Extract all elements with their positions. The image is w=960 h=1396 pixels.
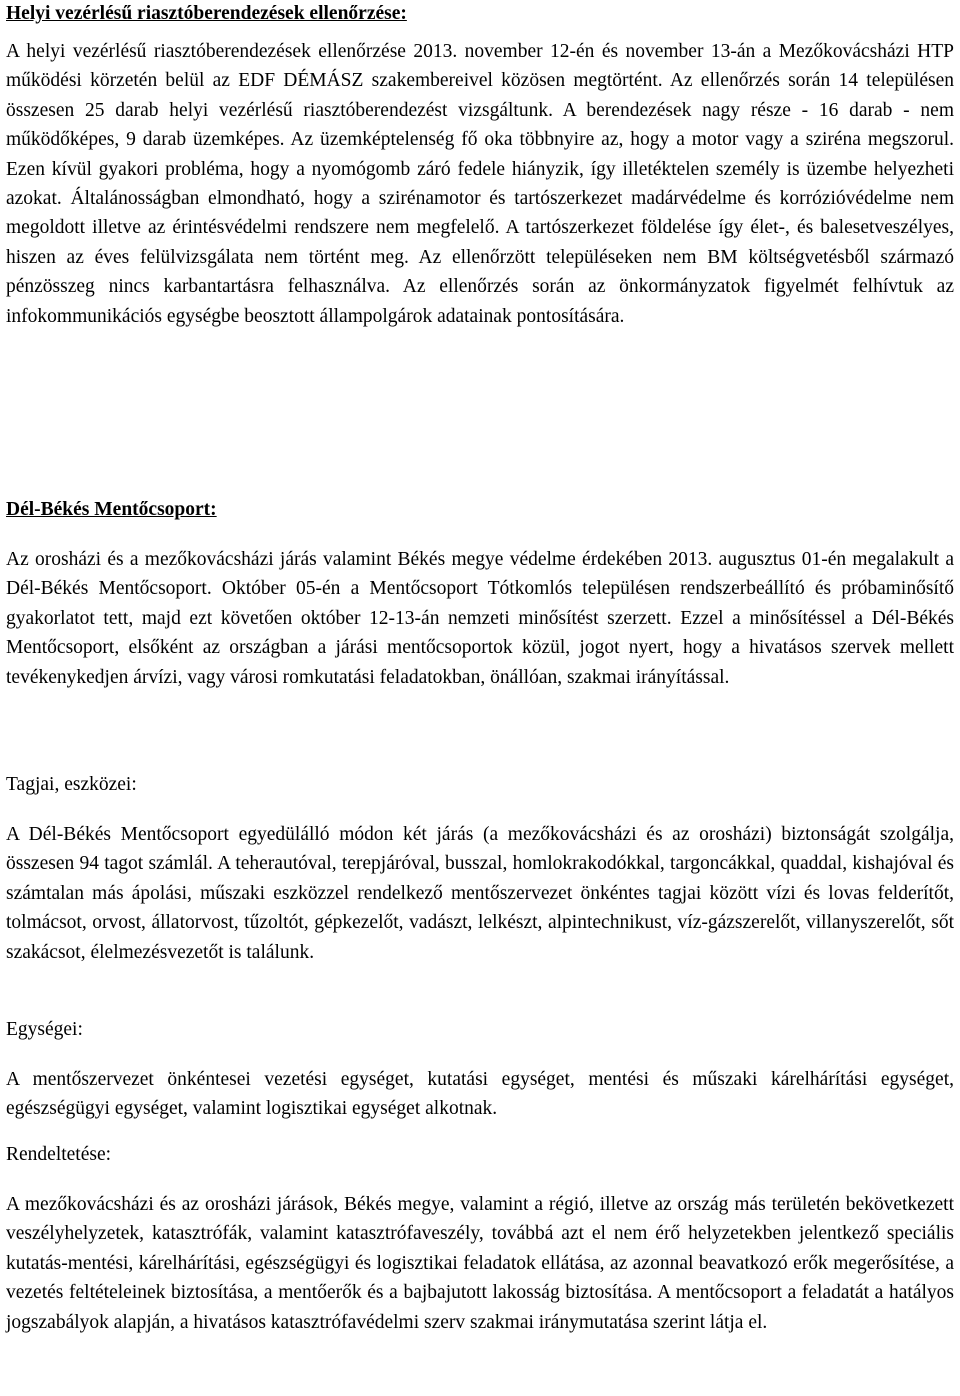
paragraph-tagjai-eszkozei: A Dél-Békés Mentőcsoport egyedülálló módon két járás (a mezőkovácsházi és az orosházi) biztonságát szolgálja, összesen 94 tagot számlál. A teherautóval, terepjáróval, busszal, homlokrakodókkal, targoncákkal, quaddal, kishajóval és számtalan más ápolási, műszaki eszközzel rendelkező mentőszervezet önkéntes tagjai között vízi és lovas felderítőt, tolmácsot, orvost, állatorvost, tűzoltót, gépkezelőt, vadászt, lelkészt, alpintechnikust, víz-gázszerelőt, villanyszerelőt, sőt szakácsot, élelmezésvezetőt is találunk. (6, 824, 954, 963)
heading-tagjai-eszkozei: Tagjai, eszközei: (6, 774, 137, 795)
paragraph-egysegei: A mentőszervezet önkéntesei vezetési egységet, kutatási egységet, mentési és műszaki kárelhárítási egységet, egészségügyi egységet, valamint logisztikai egységet alkotnak. (6, 1069, 954, 1120)
heading-del-bekes-mentocsoport: Dél-Békés Mentőcsoport: (6, 499, 217, 520)
heading-egysegei: Egységei: (6, 1019, 83, 1040)
heading-rendeltetese: Rendeltetése: (6, 1144, 112, 1165)
paragraph-helyi-vezerlesu: A helyi vezérlésű riasztóberendezések ellenőrzése 2013. november 12-én és november 13-án a Mezőkovácsházi HTP működési körzetén belül az EDF DÉMÁSZ szakembereivel közösen megtörtént. Az ellenőrzés során 14 településen összesen 25 darab helyi vezérlésű riasztóberendezést vizsgáltunk. A berendezések nagy része - 16 darab - nem működőképes, 9 darab üzemképes. Az üzemképtelenség fő oka többnyire az, hogy a motor vagy a sziréna megszorul. Ezen kívül gyakori probléma, hogy a nyomógomb záró fedele hiányzik, így illetéktelen személy is üzembe helyezheti azokat. Általánosságban elmondható, hogy a szirénamotor és tartószerkezet madárvédelme és korrózióvédelme nem megoldott illetve az érintésvédelmi rendszere nem megfelelő. A tartószerkezet földelése így élet-, és balesetveszélyes, hiszen az éves felülvizsgálata nem történt meg. Az ellenőrzött településeken nem BM költségvetésből származó pénzösszeg nincs karbantartásra felhasználva. Az ellenőrzés során az önkormányzatok figyelmét felhívtuk az infokommunikációs egységbe beosztott állampolgárok adatainak pontosítására. (6, 41, 954, 327)
paragraph-rendeltetese: A mezőkovácsházi és az orosházi járások, Békés megye, valamint a régió, illetve az ország más területén bekövetkezett veszélyhelyzetek, katasztrófák, valamint katasztrófaveszély, továbbá azt el nem érő helyzetekben jelentkező speciális kutatás-mentési, kárelhárítási, egészségügyi és logisztikai feladatok ellátása, az azonnal beavatkozó erők megerősítése, a vezetés feltételeinek biztosítása, a mentőerők és a bajbajutott lakosság biztosítása. A mentőcsoport a feladatát a hatályos jogszabályok alapján, a hivatásos katasztrófavédelmi szerv szakmai iránymutatása szerint látja el. (6, 1194, 954, 1333)
paragraph-del-bekes-mentocsoport: Az orosházi és a mezőkovácsházi járás valamint Békés megye védelme érdekében 2013. augusztus 01-én megalakult a Dél-Békés Mentőcsoport. Október 05-én a Mentőcsoport Tótkomlós településen rendszerbeállító és próbaminősítő gyakorlatot tett, majd ezt követően október 12-13-án nemzeti minősítést szerzett. Ezzel a minősítéssel a Dél-Békés Mentőcsoport, elsőként az országban a járási mentőcsoportok közül, jogot nyert, hogy a hivatásos szervek mellett tevékenykedjen árvízi, vagy városi romkutatási feladatokban, önállóan, szakmai irányítással. (6, 549, 954, 688)
heading-helyi-vezerlesu: Helyi vezérlésű riasztóberendezések ellenőrzése: (6, 3, 407, 24)
